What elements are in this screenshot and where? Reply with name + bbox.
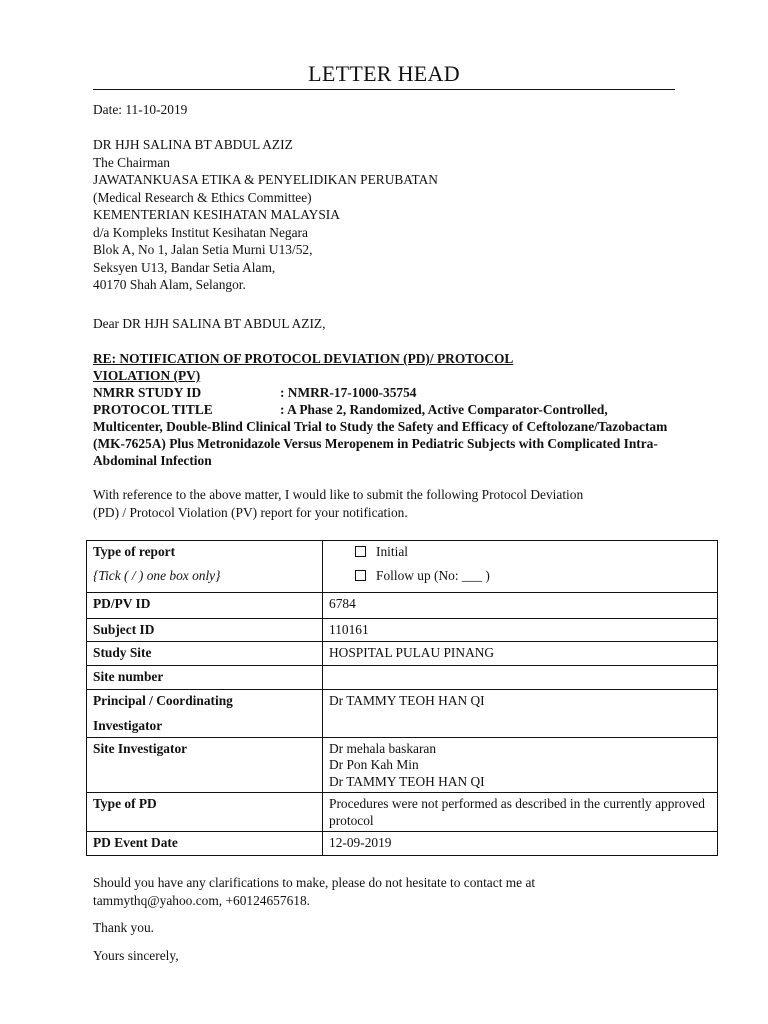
table-row xyxy=(87,689,718,737)
event-date-value: 12-09-2019 xyxy=(323,832,718,856)
address-line: The Chairman xyxy=(93,154,170,170)
site-investigator-name: Dr Pon Kah Min xyxy=(329,757,419,772)
address-line: d/a Kompleks Institut Kesihatan Negara xyxy=(93,224,308,240)
checkbox-icon[interactable] xyxy=(355,546,366,557)
salutation: Dear DR HJH SALINA BT ABDUL AZIZ, xyxy=(93,316,326,331)
address-line: JAWATANKUASA ETIKA & PENYELIDIKAN PERUBATAN xyxy=(93,172,438,187)
table-row xyxy=(87,641,718,665)
sign-off: Yours sincerely, xyxy=(93,948,179,963)
protocol-title-value: : A Phase 2, Randomized, Active Comparator-Controlled, xyxy=(280,402,608,417)
intro-line: (PD) / Protocol Violation (PV) report for your notification. xyxy=(93,504,408,520)
protocol-title-continuation: Multicenter, Double-Blind Clinical Trial to Study the Safety and Efficacy of Ceftolozane/Tazobactam (MK-7625A) Plus Metronidazole Versus Meropenem in Pediatric Subjects with Complicated Intra-Abdominal Infection xyxy=(93,419,668,468)
site-investigator-name: Dr mehala baskaran xyxy=(329,740,437,756)
address-line: DR HJH SALINA BT ABDUL AZIZ xyxy=(93,137,293,152)
row-value: 6784 xyxy=(323,593,718,619)
address-line: Seksyen U13, Bandar Setia Alam, xyxy=(93,259,276,275)
table-row xyxy=(87,737,718,793)
protocol-title-row xyxy=(93,401,683,418)
option-follow-up-label: Follow up (No: ___ ) xyxy=(376,567,490,583)
table-row xyxy=(87,541,718,593)
pi-label-line: Principal / Coordinating xyxy=(93,692,233,708)
pi-label-line: Investigator xyxy=(93,718,163,733)
row-label: Site number xyxy=(87,665,323,689)
contact-line: tammythq@yahoo.com, +60124657618. xyxy=(93,892,311,908)
address-line: (Medical Research & Ethics Committee) xyxy=(93,189,312,205)
address-line: Blok A, No 1, Jalan Setia Murni U13/52, xyxy=(93,242,313,257)
type-of-pd-value: Procedures were not performed as described in the currently approved protocol xyxy=(323,793,718,832)
study-id-row xyxy=(93,384,683,401)
intro-paragraph xyxy=(93,486,583,521)
protocol-title-label: PROTOCOL TITLE xyxy=(93,402,213,417)
site-investigator-list xyxy=(323,737,718,793)
address-line: 40170 Shah Alam, Selangor. xyxy=(93,277,246,292)
row-label: Subject ID xyxy=(87,619,323,642)
letterhead-rule xyxy=(93,89,675,90)
pd-report-table xyxy=(86,540,718,856)
subject-re-line: VIOLATION (PV) xyxy=(93,368,201,383)
subject-re-line: RE: NOTIFICATION OF PROTOCOL DEVIATION (PD)/ PROTOCOL xyxy=(93,351,514,366)
row-value xyxy=(323,665,718,689)
letterhead-title: LETTER HEAD xyxy=(308,61,460,86)
table-row xyxy=(87,793,718,832)
study-id-label: NMRR STUDY ID xyxy=(93,385,202,400)
type-of-report-hint: {Tick ( / ) one box only} xyxy=(93,567,221,583)
site-investigator-label: Site Investigator xyxy=(87,737,323,793)
subject-block xyxy=(93,350,683,469)
row-value: 110161 xyxy=(323,619,718,642)
option-follow-up[interactable] xyxy=(329,568,711,585)
pi-label-cell xyxy=(87,689,323,737)
contact-paragraph xyxy=(93,874,535,909)
address-line: KEMENTERIAN KESIHATAN MALAYSIA xyxy=(93,207,340,222)
row-label: PD/PV ID xyxy=(87,593,323,619)
checkbox-icon[interactable] xyxy=(355,570,366,581)
table-row xyxy=(87,832,718,856)
intro-line: With reference to the above matter, I would like to submit the following Protocol Deviation xyxy=(93,487,584,502)
type-of-pd-label: Type of PD xyxy=(87,793,323,832)
contact-line: Should you have any clarifications to make, please do not hesitate to contact me at xyxy=(93,875,536,890)
pi-value: Dr TAMMY TEOH HAN QI xyxy=(323,689,718,737)
letter-date: Date: 11-10-2019 xyxy=(93,102,188,117)
site-investigator-name: Dr TAMMY TEOH HAN QI xyxy=(329,773,485,789)
option-initial-label: Initial xyxy=(376,544,408,559)
type-of-report-cell xyxy=(87,541,323,593)
type-of-report-label: Type of report xyxy=(93,544,176,559)
study-id-value: : NMRR-17-1000-35754 xyxy=(280,385,417,400)
table-row xyxy=(87,619,718,642)
row-value: HOSPITAL PULAU PINANG xyxy=(323,641,718,665)
thank-you: Thank you. xyxy=(93,920,154,935)
table-row xyxy=(87,593,718,619)
event-date-label: PD Event Date xyxy=(87,832,323,856)
option-initial[interactable] xyxy=(329,544,711,561)
row-label: Study Site xyxy=(87,641,323,665)
recipient-address xyxy=(93,136,438,294)
type-of-report-options xyxy=(323,541,718,593)
table-row xyxy=(87,665,718,689)
